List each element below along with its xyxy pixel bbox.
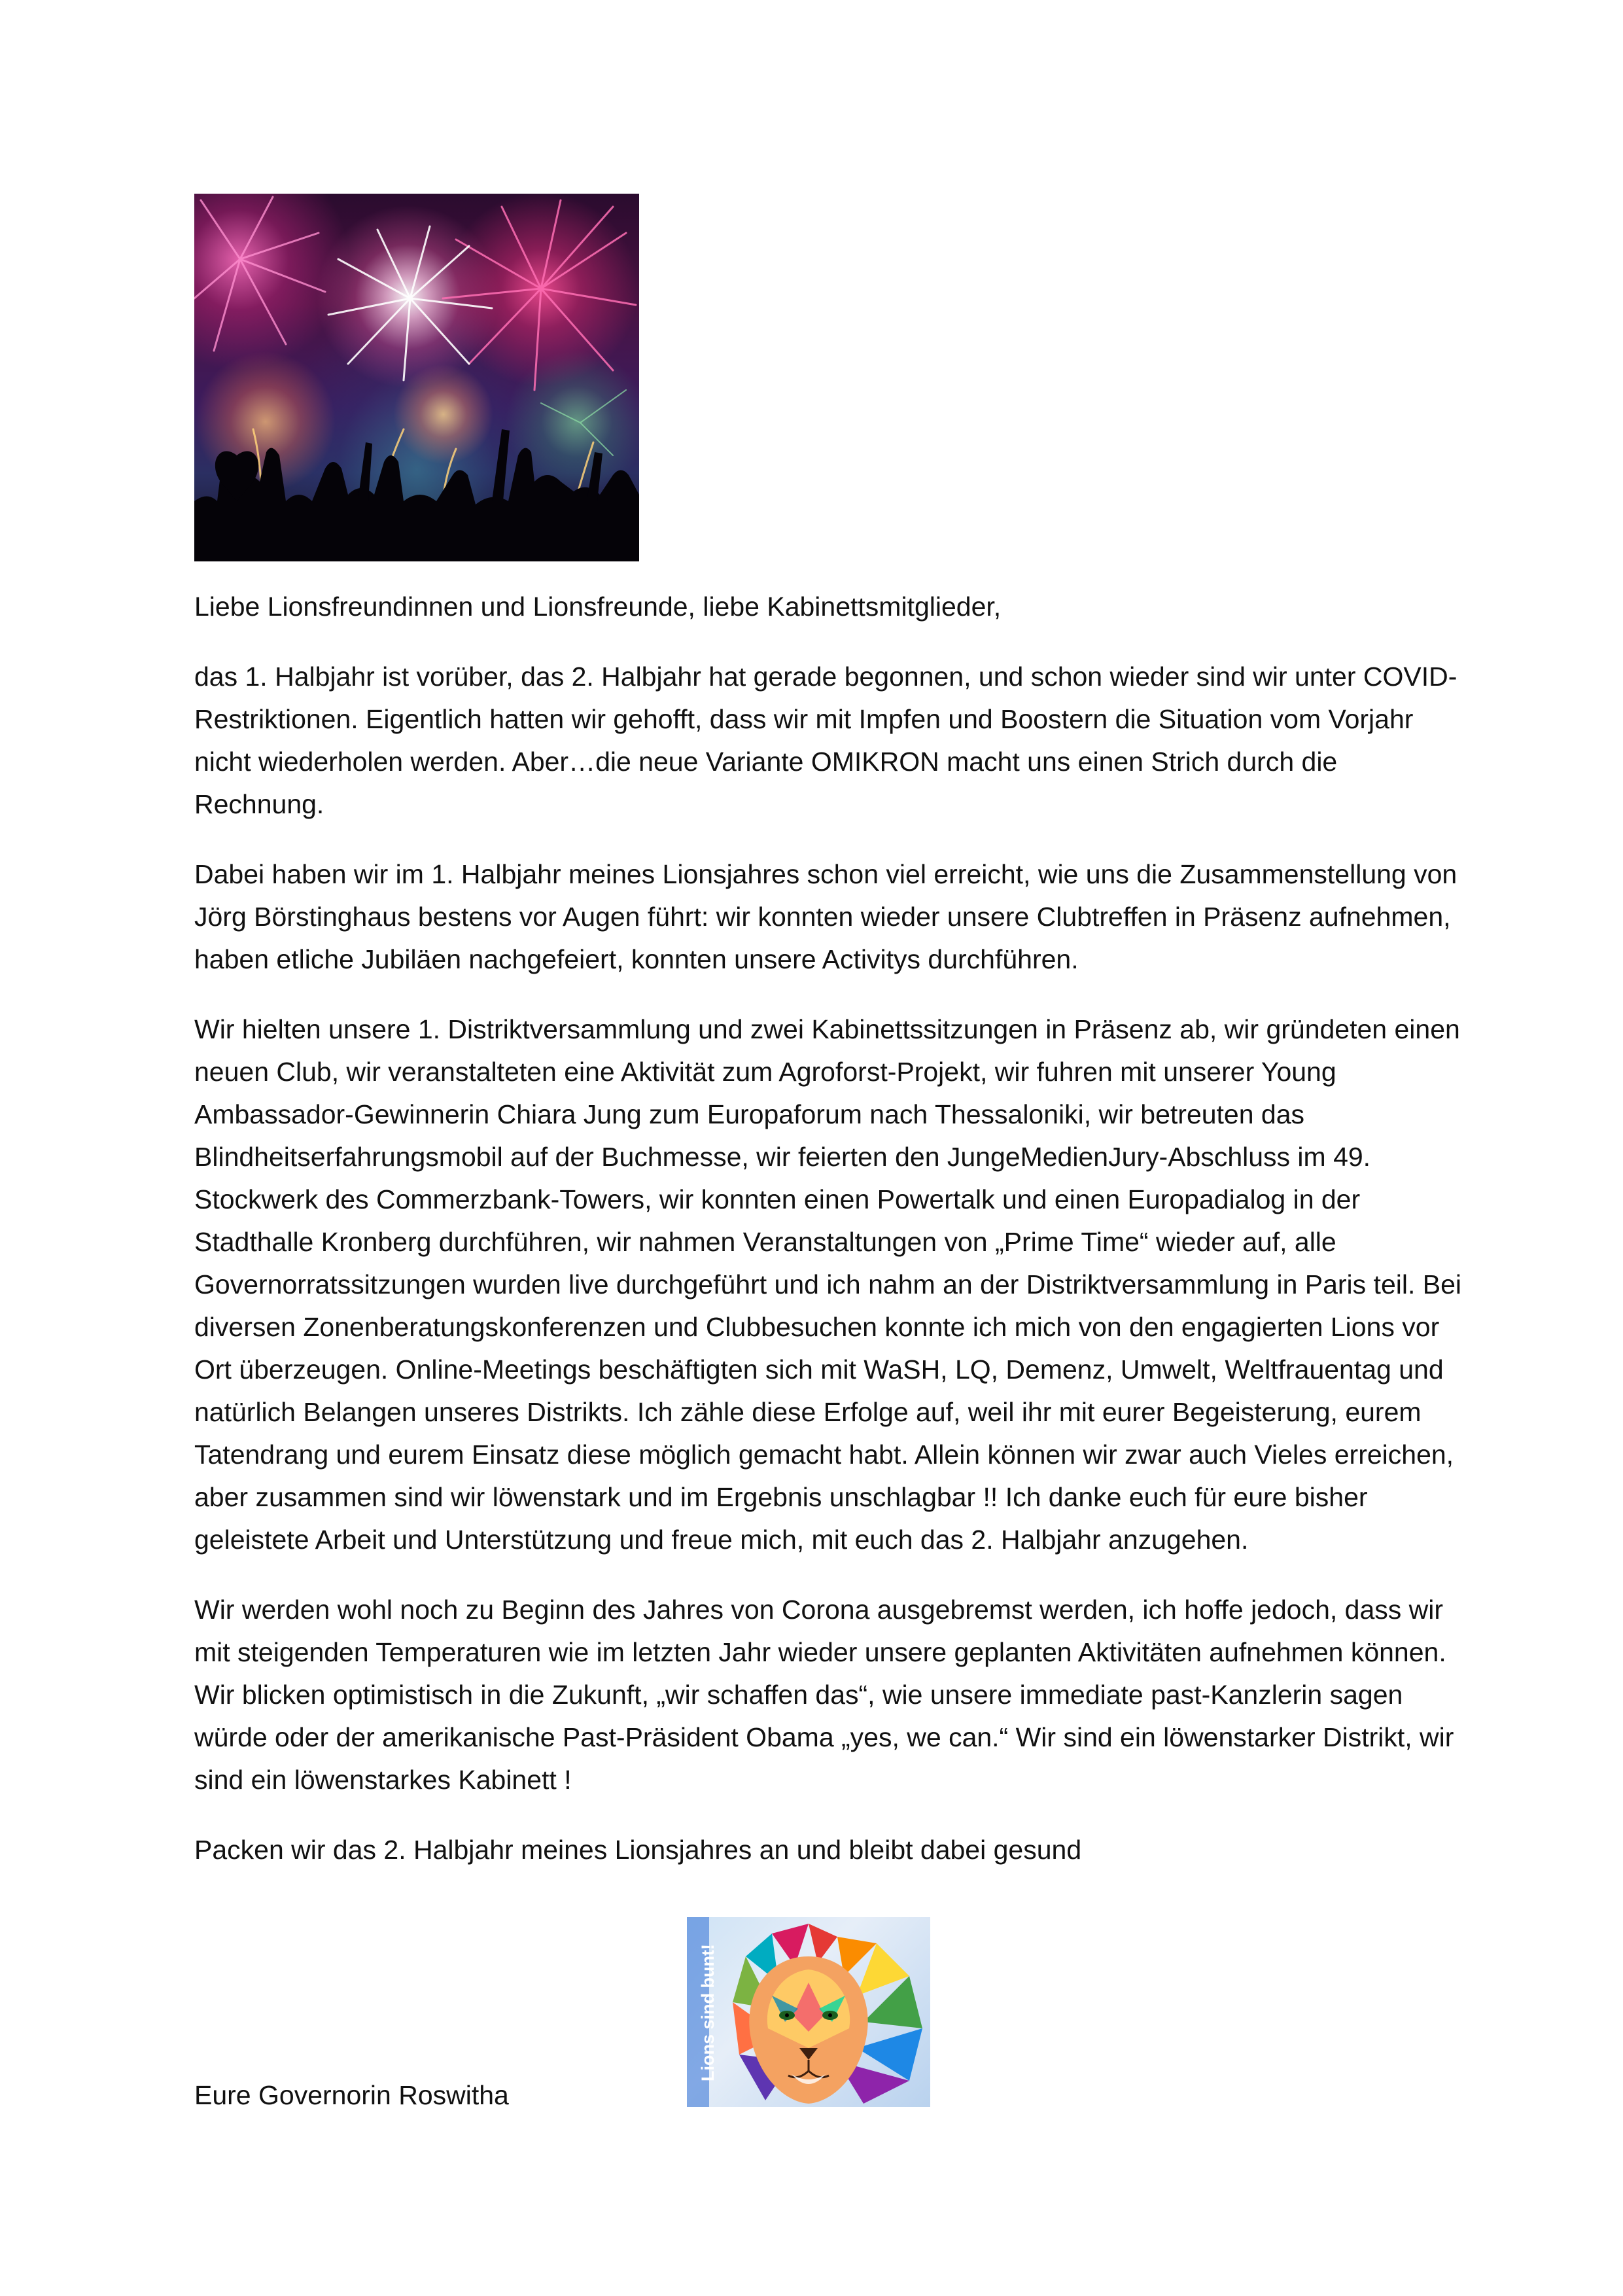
- lion-photo: [687, 1917, 930, 2107]
- lion-caption: Lions sind bunt!: [698, 1944, 718, 2081]
- fireworks-illustration: [194, 194, 639, 561]
- letter-paragraph-3: Wir hielten unsere 1. Distriktversammlung und zwei Kabinettssitzungen in Präsenz ab, wir gründeten einen neuen Club, wir veranstalteten eine Aktivität zum Agroforst-Projekt, wir fuhren mit unserer Young Ambassador-Gewinnerin Chiara Jung zum Europaforum nach Thessaloniki, wir betreuten das Blindheitserfahrungsmobil auf der Buchmesse, wir feierten den JungeMedienJury-Abschluss im 49. Stockwerk des Commerzbank-Towers, wir konnten einen Powertalk und einen Europadialog in der Stadthalle Kronberg durchführen, wir nahmen Veranstaltungen von „Prime Time“ wieder auf, alle Governorratssitzungen wurden live durchgeführt und ich nahm an der Distriktversammlung in Paris teil. Bei diversen Zonenberatungskonferenzen und Clubbesuchen konnte ich mich von den engagierten Lions vor Ort überzeugen. Online-Meetings beschäftigten sich mit WaSH, LQ, Demenz, Umwelt, Weltfrauentag und natürlich Belangen unseres Distrikts. Ich zähle diese Erfolge auf, weil ihr mit eurer Begeisterung, eurem Tatendrang und eurem Einsatz diese möglich gemacht habt. Allein können wir zwar auch Vieles erreichen, aber zusammen sind wir löwenstark und im Ergebnis unschlagbar !! Ich danke euch für eure bisher geleistete Arbeit und Unterstützung und freue mich, mit euch das 2. Halbjahr anzugehen.: [194, 1014, 1462, 1555]
- letter-paragraph-2: Dabei haben wir im 1. Halbjahr meines Lionsjahres schon viel erreicht, wie uns die Zusammenstellung von Jörg Börstinghaus bestens vor Augen führt: wir konnten wieder unsere Clubtreffen in Präsenz aufnehmen, haben etliche Jubiläen nachgefeiert, konnten unsere Activitys durchführen.: [194, 859, 1457, 974]
- letter-greeting: Liebe Lionsfreundinnen und Lionsfreunde, liebe Kabinettsmitglieder,: [194, 592, 1002, 622]
- letter-signature: Eure Governorin Roswitha: [194, 2080, 509, 2110]
- letter-body: [194, 586, 1473, 1871]
- letter-closing: Packen wir das 2. Halbjahr meines Lionsjahres an und bleibt dabei gesund: [194, 1835, 1082, 1865]
- lion-illustration: [687, 1917, 930, 2107]
- letter-paragraph-4: Wir werden wohl noch zu Beginn des Jahres von Corona ausgebremst werden, ich hoffe jedoch, dass wir mit steigenden Temperaturen wie im letzten Jahr wieder unsere geplanten Aktivitäten aufnehmen können. Wir blicken optimistisch in die Zukunft, „wir schaffen das“, wie unsere immediate past-Kanzlerin sagen würde oder der amerikanische Past-Präsident Obama „yes, we can.“ Wir sind ein löwenstarker Distrikt, wir sind ein löwenstarkes Kabinett !: [194, 1595, 1454, 1795]
- letter-paragraph-1: das 1. Halbjahr ist vorüber, das 2. Halbjahr hat gerade begonnen, und schon wieder sind wir unter COVID-Restriktionen. Eigentlich hatten wir gehofft, dass wir mit Impfen und Boostern die Situation vom Vorjahr nicht wiederholen werden. Aber…die neue Variante OMIKRON macht uns einen Strich durch die Rechnung.: [194, 662, 1457, 819]
- fireworks-photo: [194, 194, 639, 561]
